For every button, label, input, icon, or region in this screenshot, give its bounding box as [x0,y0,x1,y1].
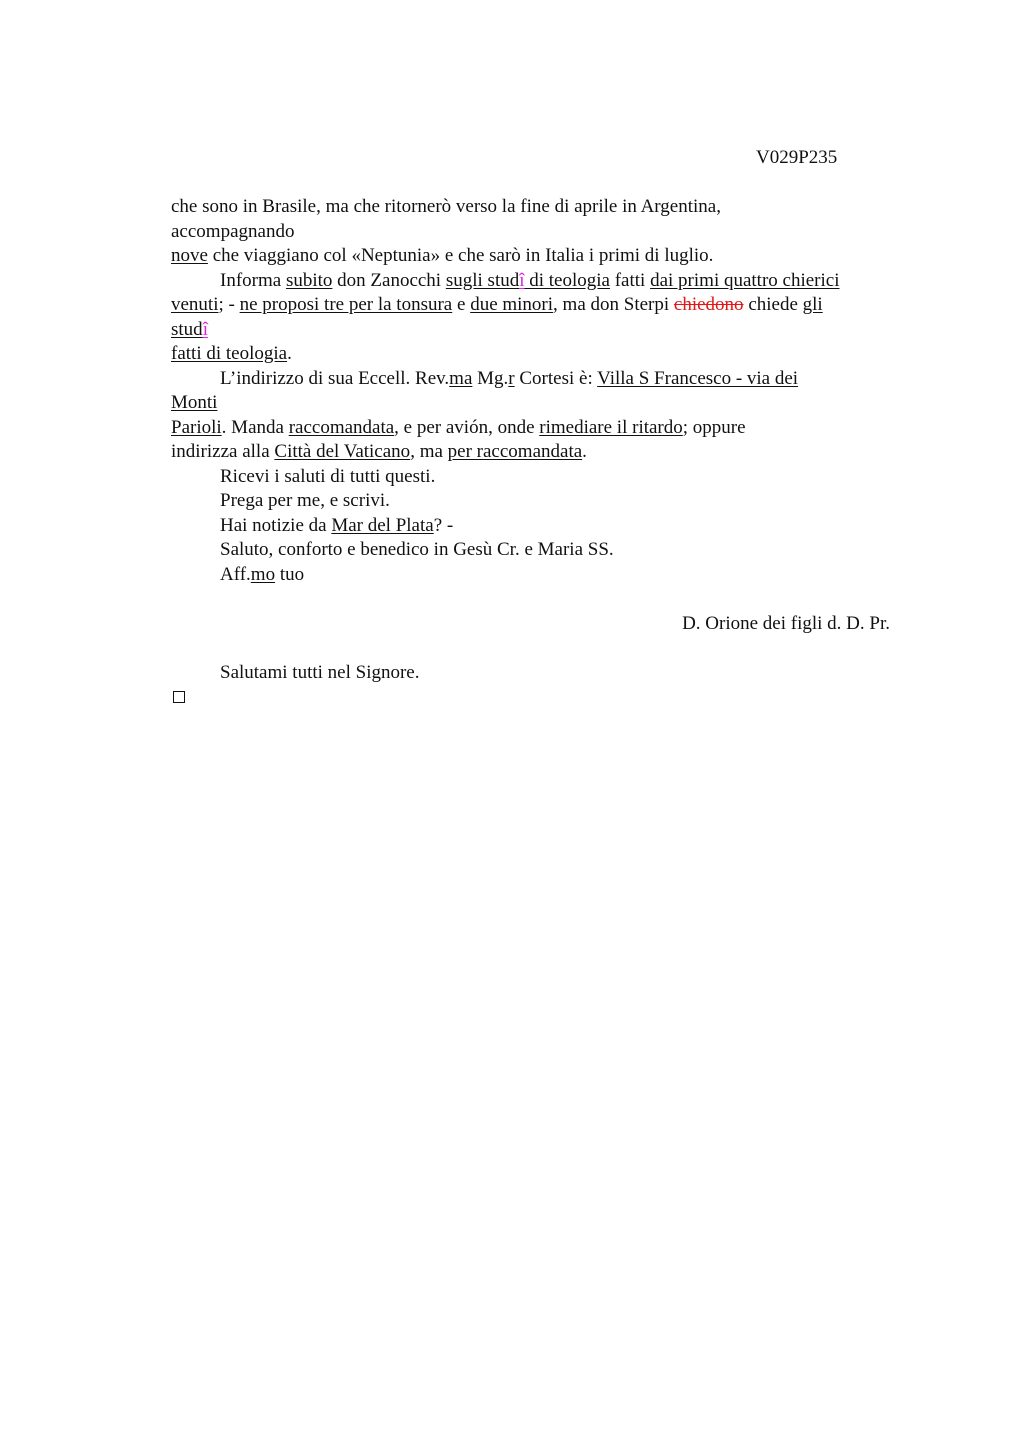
end-line [171,685,891,710]
paragraph-line: Hai notizie da Mar del Plata? - [220,514,454,536]
paragraph-line: Informa subito don Zanocchi sugli studî di teologia fatti dai primi quattro chierici [220,269,840,291]
text-line: venuti; - ne proposi tre per la tonsura e due minori, ma don Sterpi chiedono chiede gli [171,294,823,315]
paragraph-line: Saluto, conforto e benedico in Gesù Cr. e Maria SS. [220,539,614,560]
paragraph-line: L’indirizzo di sua Eccell. Rev.ma Mg.r Cortesi è: Villa S Francesco - via dei [220,367,799,389]
text-line: indirizza alla Città del Vaticano, ma per raccomandata. [171,441,587,462]
end-square-icon [173,691,185,703]
blank-line [171,636,891,661]
text-line: nove che viaggiano col «Neptunia» e che sarò in Italia i primi di luglio. [171,245,714,266]
added-accent: î [519,269,525,291]
signature: D. Orione dei figli d. D. Pr. [682,612,890,634]
paragraph-line: Prega per me, e scrivi. [220,490,390,511]
page-number: V029P235 [756,147,838,168]
text-line: Monti [171,392,218,413]
blank-line [171,587,891,612]
text-line: accompagnando [171,220,295,242]
deleted-word: chiedono [673,294,744,315]
text-line: fatti di teologia. [171,343,292,364]
text-line: studî [171,318,208,340]
text-line: Parioli. Manda raccomandata, e per avión, onde rimediare il ritardo; oppure [171,416,746,438]
closing-line: Aff.mo tuo [220,563,305,585]
added-accent: î [202,318,208,340]
letter-body [171,195,891,710]
paragraph-line: Ricevi i saluti di tutti questi. [220,465,436,487]
postscript: Salutami tutti nel Signore. [220,661,420,683]
text-line: che sono in Brasile, ma che ritornerò verso la fine di aprile in Argentina, [171,196,721,217]
